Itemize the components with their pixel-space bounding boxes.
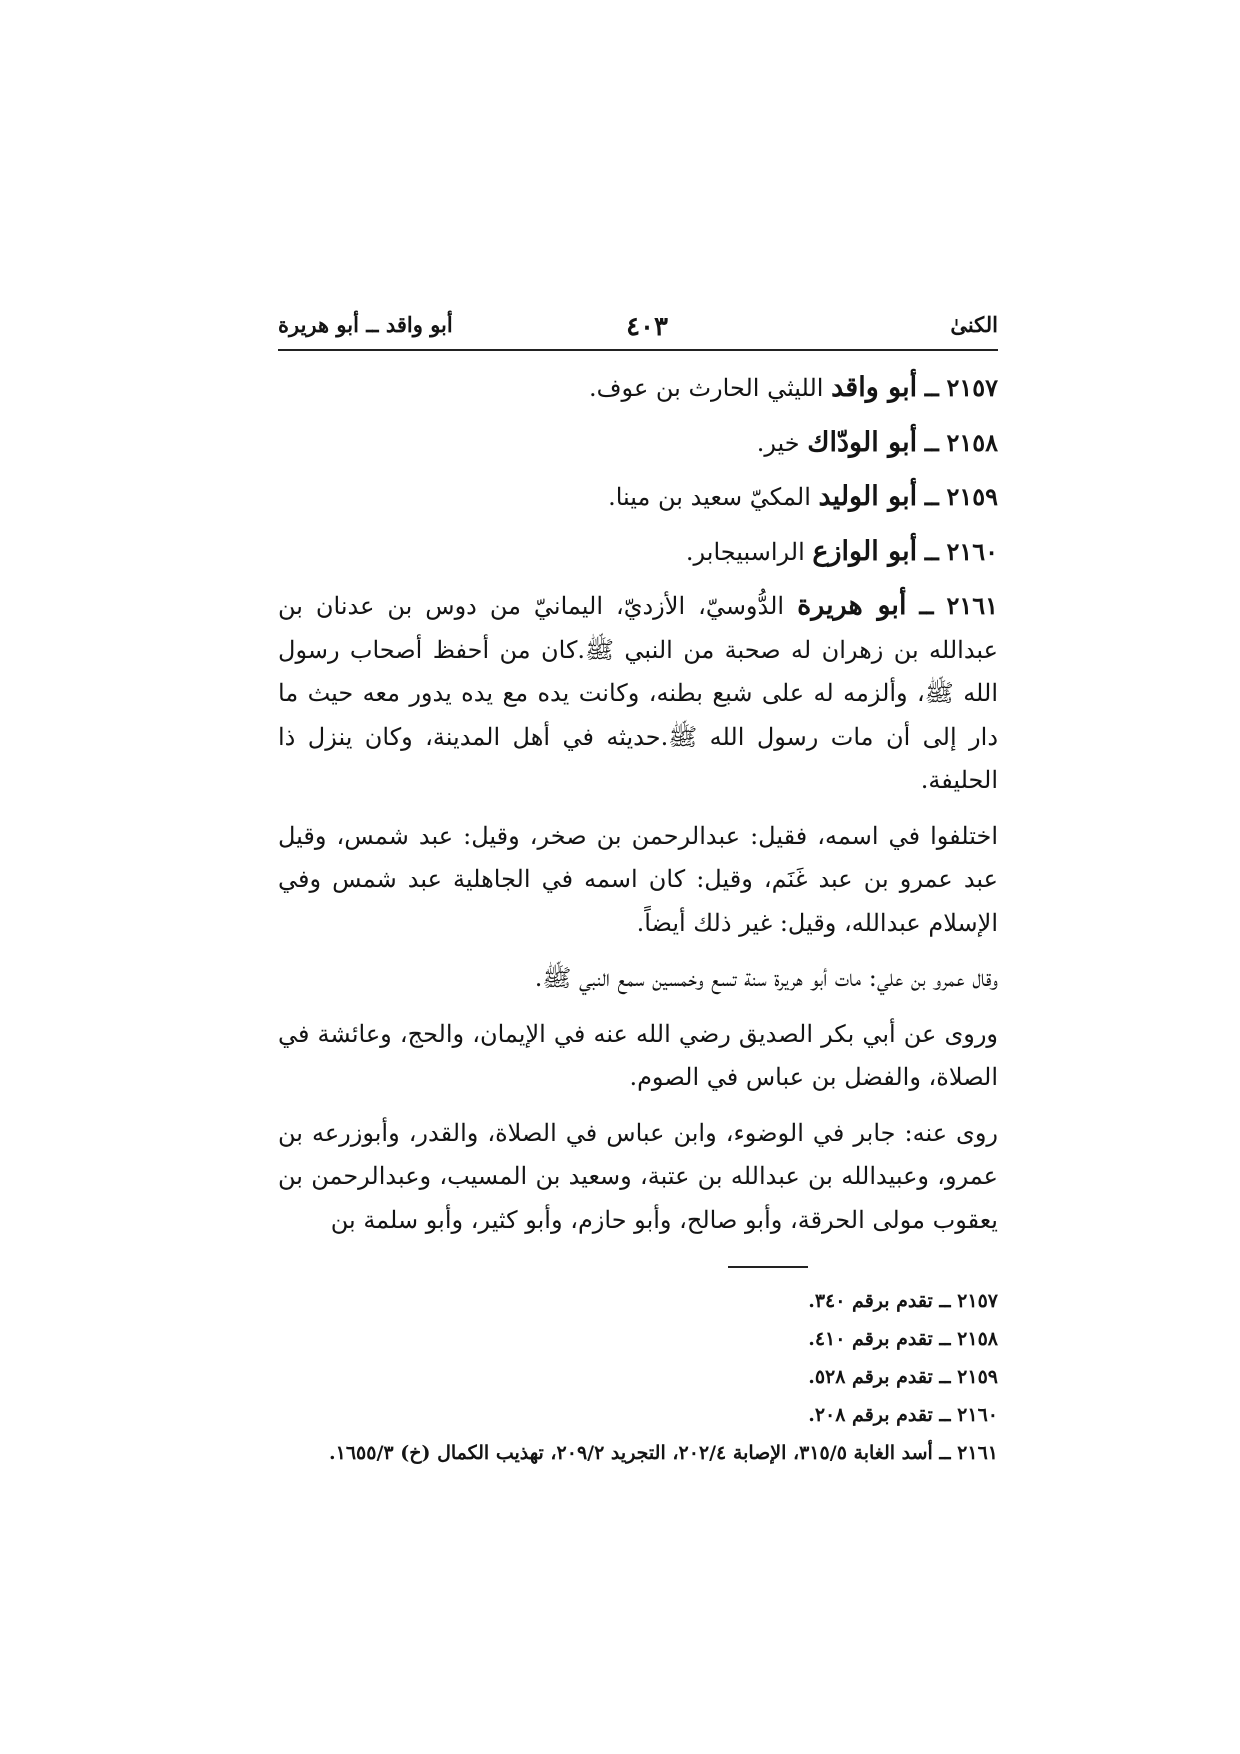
entry-number: ٢١٥٩ [946,482,998,511]
entry-number: ٢١٥٨ [946,427,998,457]
entry-number: ٢١٥٧ [946,373,998,402]
entry-2160 [278,530,998,575]
header-rule [278,349,998,351]
entry-dash: ــ [919,591,934,620]
page-number: ٤٠٣ [626,312,668,342]
entry-dash: ــ [924,427,939,457]
entry-name: أبو الوازع [812,535,918,567]
main-text [278,366,998,1254]
entry-dash: ــ [924,373,939,402]
entry-2159 [278,475,998,520]
footnote-2159: ٢١٥٩ ــ تقدم برقم ٥٢٨. [808,1366,998,1388]
header-section-title: أبو واقد ــ أبو هريرة [278,312,453,337]
entry-text: المكيّ سعيد بن مينا. [608,483,819,511]
footnote-2161: ٢١٦١ ــ أسد الغابة ٣١٥/٥، الإصابة ٢٠٢/٤، التجريد ٢٠٩/٢، تهذيب الكمال (خ) ١٦٥٥/٣. [329,1442,998,1464]
paragraph-name-dispute: اختلفوا في اسمه، فقيل: عبدالرحمن بن صخر، وقيل: عبد شمس، وقيل عبد عمرو بن عبد غَنَم، وقيل: كان اسمه في الجاهلية عبد شمس وفي الإسلام عبدالله، وقيل: غير ذلك أيضاً. [278,821,998,937]
paragraph-death: وقال عمرو بن علي: مات أبو هريرة سنة تسع وخمسين سمع النبي ﷺ. [534,964,998,992]
entry-number: ٢١٦٠ [946,536,998,566]
header-book-title: الكنىٰ [950,312,998,337]
footnote-2160: ٢١٦٠ ــ تقدم برقم ٢٠٨. [808,1404,998,1426]
running-header [278,312,998,352]
entry-name: أبو واقد [831,372,918,403]
entry-2161 [278,584,998,803]
footnote-2158: ٢١٥٨ ــ تقدم برقم ٤١٠. [808,1328,998,1350]
entry-dash: ــ [924,482,939,511]
entry-text: خير. [756,428,808,457]
entry-name: أبو الوليد [818,481,918,512]
entry-name: أبو هريرة [797,590,907,621]
entry-2158 [278,421,998,466]
footnote-rule [728,1266,808,1268]
paragraph-narrated-from: وروى عن أبي بكر الصديق رضي الله عنه في الإيمان، والحج، وعائشة في الصلاة، والفضل بن عباس في الصوم. [278,1019,998,1091]
paragraph-narrators: روى عنه: جابر في الوضوء، وابن عباس في الصلاة، والقدر، وأبوزرعه بن عمرو، وعبيدالله بن عبدالله بن عتبة، وسعيد بن المسيب، وعبدالرحمن بن يعقوب مولى الحرقة، وأبو صالح، وأبو حازم، وأبو كثير، وأبو سلمة بن [278,1118,998,1234]
entry-dash: ــ [924,536,939,566]
entry-2157 [278,366,998,411]
footnote-2157: ٢١٥٧ ــ تقدم برقم ٣٤٠. [808,1290,998,1312]
entry-text: الليثي الحارث بن عوف. [589,374,832,402]
footnotes [278,1282,998,1472]
entry-text: الدُّوسيّ، الأزديّ، اليمانيّ من دوس بن عدنان بن عبدالله بن زهران له صحبة من النبي ﷺ.كان من أحفظ أصحاب رسول الله ﷺ، وألزمه له على شبع بطنه، وكانت يده مع يده يدور معه حيث ما دار إلى أن مات رسول الله ﷺ.حديثه في أهل المدينة، وكان ينزل ذا الحليفة. [278,592,998,794]
entry-number: ٢١٦١ [946,591,999,620]
entry-name: أبو الودّاك [807,426,918,458]
entry-text: الراسبيجابر. [685,537,813,566]
